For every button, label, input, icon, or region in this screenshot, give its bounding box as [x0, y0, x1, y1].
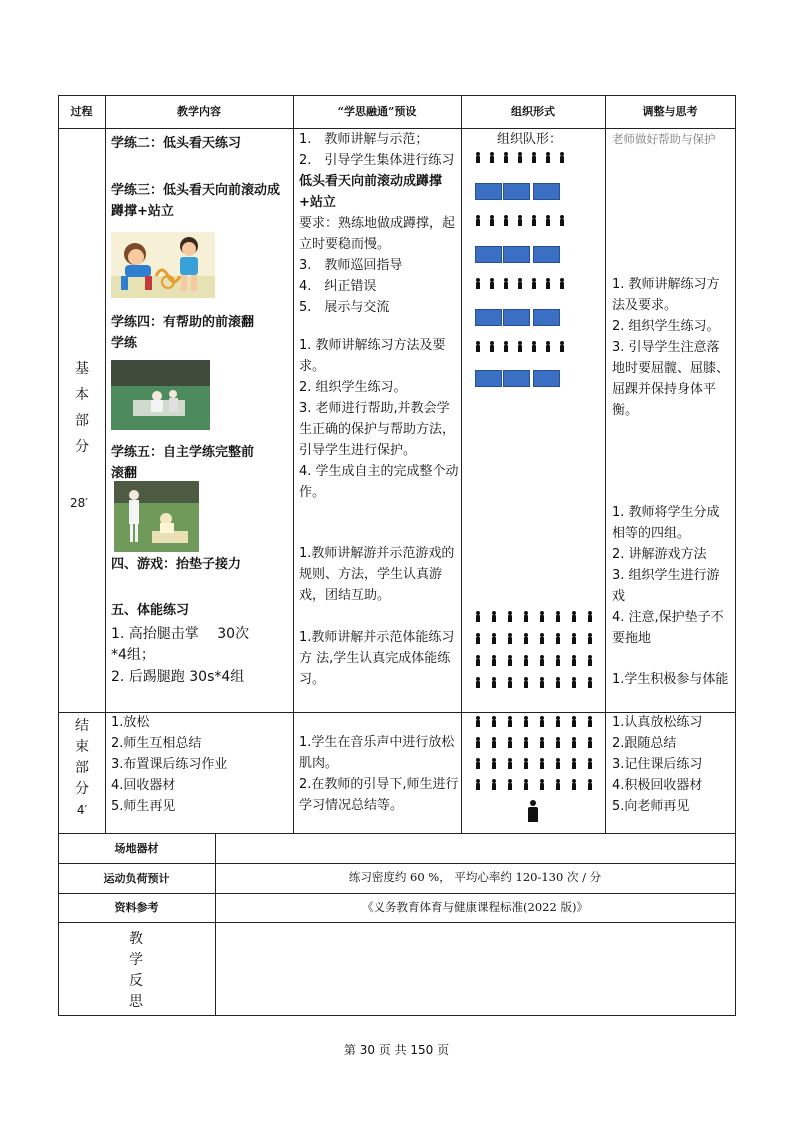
preset-a4: 3. 教师巡回指导: [299, 258, 403, 273]
end-content-item: 1.放松: [111, 715, 150, 730]
preset-a2: [299, 150, 459, 213]
student-figure-icon: [545, 152, 551, 163]
student-figure-icon: [571, 677, 577, 688]
mat-icon: [533, 183, 560, 200]
end-section-bottom: [58, 833, 736, 834]
adjust-a2: 2. 组织学生练习。: [612, 319, 720, 334]
drill5-title: 学练五：自主学练完整前滚翻: [111, 445, 255, 481]
end-content: [111, 712, 291, 817]
student-figure-icon: [539, 758, 545, 769]
student-figure-icon: [491, 611, 497, 622]
student-figure-icon: [539, 716, 545, 727]
student-figure-icon: [587, 737, 593, 748]
student-figure-icon: [507, 633, 513, 644]
student-figure-icon: [531, 215, 537, 226]
student-figure-icon: [507, 655, 513, 666]
reflect-char: 教: [129, 931, 143, 947]
student-figure-icon: [545, 278, 551, 289]
student-figure-icon: [571, 758, 577, 769]
game-title: 四、游戏：抬垫子接力: [111, 557, 242, 572]
student-figure-icon: [571, 633, 577, 644]
student-figure-icon: [475, 716, 481, 727]
adjust-a1: 1. 教师讲解练习方法及要求。: [612, 277, 720, 313]
forward-roll-photo: [114, 481, 199, 552]
end-content-item: 5.师生再见: [111, 799, 176, 814]
student-figure-icon: [491, 779, 497, 790]
header-content: 教学内容: [177, 105, 221, 118]
col-divider-1: [105, 95, 106, 833]
preset-block-b: [299, 335, 459, 503]
mat-icon: [475, 370, 502, 387]
load-value: 练习密度约 60 %， 平均心率约 120-130 次 / 分: [348, 870, 602, 884]
student-figure-icon: [545, 215, 551, 226]
student-figure-icon: [491, 716, 497, 727]
preset-a1: 1. 教师讲解与示范；: [299, 132, 429, 147]
student-figure-icon: [587, 779, 593, 790]
drill3-title: 学练三：低头看天向前滚动成蹲撑+站立: [111, 183, 281, 219]
adjust-b2: 2. 讲解游戏方法: [612, 547, 707, 562]
student-figure-icon: [531, 152, 537, 163]
page-number: 第 30 页 共 150 页: [343, 1043, 450, 1057]
student-figure-icon: [489, 152, 495, 163]
header-preset: “学思融通”预设: [337, 105, 417, 118]
student-figure-icon: [587, 633, 593, 644]
end-label-char: 部: [75, 760, 89, 776]
student-figure-icon: [475, 737, 481, 748]
preset-a2-bold: 低头看天向前滚动成蹲撑+站立: [299, 174, 443, 210]
preset-a2-prefix: 2. 引导学生集体进行练习: [299, 153, 455, 168]
reflect-char: 学: [129, 952, 143, 968]
end-content-item: 3.布置课后练习作业: [111, 757, 228, 772]
student-figure-icon: [587, 611, 593, 622]
student-figure-icon: [559, 152, 565, 163]
student-figure-icon: [571, 779, 577, 790]
student-figure-icon: [475, 758, 481, 769]
student-figure-icon: [475, 677, 481, 688]
col-divider-2: [293, 95, 294, 833]
student-figure-icon: [555, 779, 561, 790]
adjust-block-a: [612, 274, 732, 421]
basic-label-char: 本: [75, 387, 89, 403]
student-figure-icon: [475, 633, 481, 644]
student-figure-icon: [507, 758, 513, 769]
ref-value: 《义务教育体育与健康课程标准(2022 版)》: [362, 900, 588, 914]
mat-icon: [503, 309, 530, 326]
table-border-bottom: [58, 1015, 736, 1016]
basic-section-time: 28′: [70, 496, 88, 510]
mat-icon: [503, 246, 530, 263]
student-figure-icon: [587, 758, 593, 769]
end-section-time: 4′: [76, 803, 88, 817]
end-preset: [299, 732, 459, 816]
student-figure-icon: [555, 655, 561, 666]
student-figure-icon: [555, 611, 561, 622]
end-preset-1: 1.学生在音乐声中进行放松肌肉。: [299, 735, 455, 771]
adjust-block-c: [612, 669, 732, 690]
venue-row-bottom: [58, 863, 736, 864]
student-figure-icon: [539, 633, 545, 644]
fitness-title: 五、体能练习: [111, 603, 190, 618]
preset-b4: 4. 学生成自主的完成整个动作。: [299, 464, 459, 500]
venue-label: 场地器材: [114, 842, 159, 855]
preset-c1: 1.教师讲解游并示范游戏的规则、方法，学生认真游戏，团结互助。: [299, 546, 455, 603]
student-figure-icon: [491, 677, 497, 688]
student-figure-icon: [571, 737, 577, 748]
load-label: 运动负荷预计: [103, 872, 170, 885]
student-figure-icon: [523, 611, 529, 622]
student-figure-icon: [475, 611, 481, 622]
student-figure-icon: [517, 278, 523, 289]
student-figure-icon: [475, 278, 481, 289]
end-adjust-item: 2.跟随总结: [612, 736, 677, 751]
col-divider-3: [461, 95, 462, 833]
basic-label-char: 部: [75, 413, 89, 429]
student-figure-icon: [475, 655, 481, 666]
end-section-label: [62, 716, 102, 821]
student-figure-icon: [491, 758, 497, 769]
header-process: 过程: [70, 105, 93, 118]
col-divider-4: [605, 95, 606, 833]
assisted-roll-photo: [111, 360, 210, 430]
student-figure-icon: [531, 278, 537, 289]
student-figure-icon: [555, 716, 561, 727]
student-figure-icon: [523, 633, 529, 644]
ref-label: 资料参考: [114, 901, 159, 914]
header-org: 组织形式: [511, 105, 555, 118]
student-figure-icon: [489, 215, 495, 226]
student-figure-icon: [555, 758, 561, 769]
adjust-b4: 4. 注意,保护垫子不要拖地: [612, 610, 724, 646]
end-adjust-item: 1.认真放松练习: [612, 715, 703, 730]
student-figure-icon: [503, 341, 509, 352]
student-figure-icon: [531, 341, 537, 352]
end-content-item: 4.回收器材: [111, 778, 176, 793]
student-figure-icon: [507, 737, 513, 748]
preset-b2: 2. 组织学生练习。: [299, 380, 407, 395]
student-figure-icon: [475, 215, 481, 226]
student-figure-icon: [507, 779, 513, 790]
mat-icon: [475, 183, 502, 200]
adjust-a3: 3. 引导学生注意落地时要屈髋、屈膝、屈踝并保持身体平衡。: [612, 340, 730, 418]
header-adjust: 调整与思考: [642, 105, 698, 118]
basic-section-label: [62, 356, 102, 460]
preset-block-c: [299, 543, 459, 606]
student-figure-icon: [539, 611, 545, 622]
student-figure-icon: [503, 278, 509, 289]
student-figure-icon: [539, 737, 545, 748]
student-figure-icon: [539, 677, 545, 688]
drill4-title: 学练四：有帮助的前滚翻学练: [111, 315, 255, 351]
fitness-item-1: 1. 高抬腿击掌 30次*4组；: [111, 626, 250, 663]
basic-label-char: 分: [75, 439, 89, 455]
student-figure-icon: [507, 716, 513, 727]
adjust-b1: 1. 教师将学生分成相等的四组。: [612, 505, 720, 541]
preset-a6: 5. 展示与交流: [299, 300, 390, 315]
fitness-item-2: 2. 后踢腿跑 30s*4组: [111, 669, 245, 685]
student-figure-icon: [571, 655, 577, 666]
mat-icon: [533, 370, 560, 387]
drill2-title: 学练二：低头看天练习: [111, 136, 242, 151]
adjust-block-b: [612, 502, 732, 649]
end-label-char: 分: [75, 781, 89, 797]
student-figure-icon: [507, 677, 513, 688]
ref-row-bottom: [58, 922, 736, 923]
student-figure-icon: [475, 779, 481, 790]
preset-b1: 1. 教师讲解练习方法及要求。: [299, 338, 446, 374]
mat-icon: [475, 309, 502, 326]
end-adjust-item: 3.记住课后练习: [612, 757, 703, 772]
student-figure-icon: [539, 779, 545, 790]
student-figure-icon: [571, 716, 577, 727]
student-figure-icon: [491, 737, 497, 748]
preset-a5: 4. 纠正错误: [299, 279, 377, 294]
student-figure-icon: [517, 341, 523, 352]
adjust-note: 老师做好帮助与保护: [612, 132, 716, 146]
cartoon-kids-image: [111, 232, 215, 298]
end-adjust-item: 4.积极回收器材: [612, 778, 703, 793]
end-adjust: [612, 712, 734, 817]
student-figure-icon: [475, 341, 481, 352]
end-label-char: 结: [75, 718, 89, 734]
preset-block-a: [299, 129, 459, 318]
student-figure-icon: [539, 655, 545, 666]
reflect-char: 思: [129, 994, 143, 1010]
student-figure-icon: [587, 677, 593, 688]
mat-icon: [533, 309, 560, 326]
reflection-label: [116, 929, 156, 1013]
end-adjust-item: 5.向老师再见: [612, 799, 690, 814]
student-figure-icon: [555, 633, 561, 644]
student-figure-icon: [587, 716, 593, 727]
table-border-top: [58, 95, 736, 96]
adjust-c1: 1.学生积极参与体能: [612, 672, 729, 687]
student-figure-icon: [559, 341, 565, 352]
student-figure-icon: [555, 677, 561, 688]
org-title: 组织队形：: [497, 132, 563, 147]
student-figure-icon: [523, 758, 529, 769]
table-border-right: [735, 95, 736, 1015]
load-row-bottom: [58, 893, 736, 894]
student-figure-icon: [507, 611, 513, 622]
student-figure-icon: [555, 737, 561, 748]
reflect-char: 反: [129, 973, 143, 989]
student-figure-icon: [491, 633, 497, 644]
footer-col-divider: [215, 833, 216, 1015]
preset-b3: 3. 老师进行帮助,并教会学生正确的保护与帮助方法，引导学生进行保护。: [299, 401, 456, 458]
mat-icon: [503, 370, 530, 387]
student-figure-icon: [587, 655, 593, 666]
adjust-b3: 3. 组织学生进行游戏: [612, 568, 720, 604]
end-content-item: 2.师生互相总结: [111, 736, 202, 751]
student-figure-icon: [523, 716, 529, 727]
end-label-char: 束: [75, 739, 89, 755]
student-figure-icon: [523, 779, 529, 790]
student-figure-icon: [503, 215, 509, 226]
mat-icon: [533, 246, 560, 263]
student-figure-icon: [489, 341, 495, 352]
student-figure-icon: [475, 152, 481, 163]
student-figure-icon: [517, 152, 523, 163]
student-figure-icon: [523, 655, 529, 666]
student-figure-icon: [517, 215, 523, 226]
student-figure-icon: [523, 677, 529, 688]
student-figure-icon: [489, 278, 495, 289]
student-figure-icon: [523, 737, 529, 748]
end-preset-2: 2.在教师的引导下,师生进行学习情况总结等。: [299, 777, 459, 813]
student-figure-icon: [503, 152, 509, 163]
student-figure-icon: [491, 655, 497, 666]
mat-icon: [503, 183, 530, 200]
student-figure-icon: [545, 341, 551, 352]
teacher-figure-icon: [527, 800, 539, 822]
basic-label-char: 基: [75, 361, 89, 377]
student-figure-icon: [559, 215, 565, 226]
student-figure-icon: [571, 611, 577, 622]
preset-a3: 要求：熟练地做成蹲撑，起立时要稳而慢。: [299, 216, 456, 252]
preset-d1: 1.教师讲解并示范体能练习方 法,学生认真完成体能练习。: [299, 630, 455, 687]
preset-block-d: [299, 627, 459, 690]
mat-icon: [475, 246, 502, 263]
student-figure-icon: [559, 278, 565, 289]
